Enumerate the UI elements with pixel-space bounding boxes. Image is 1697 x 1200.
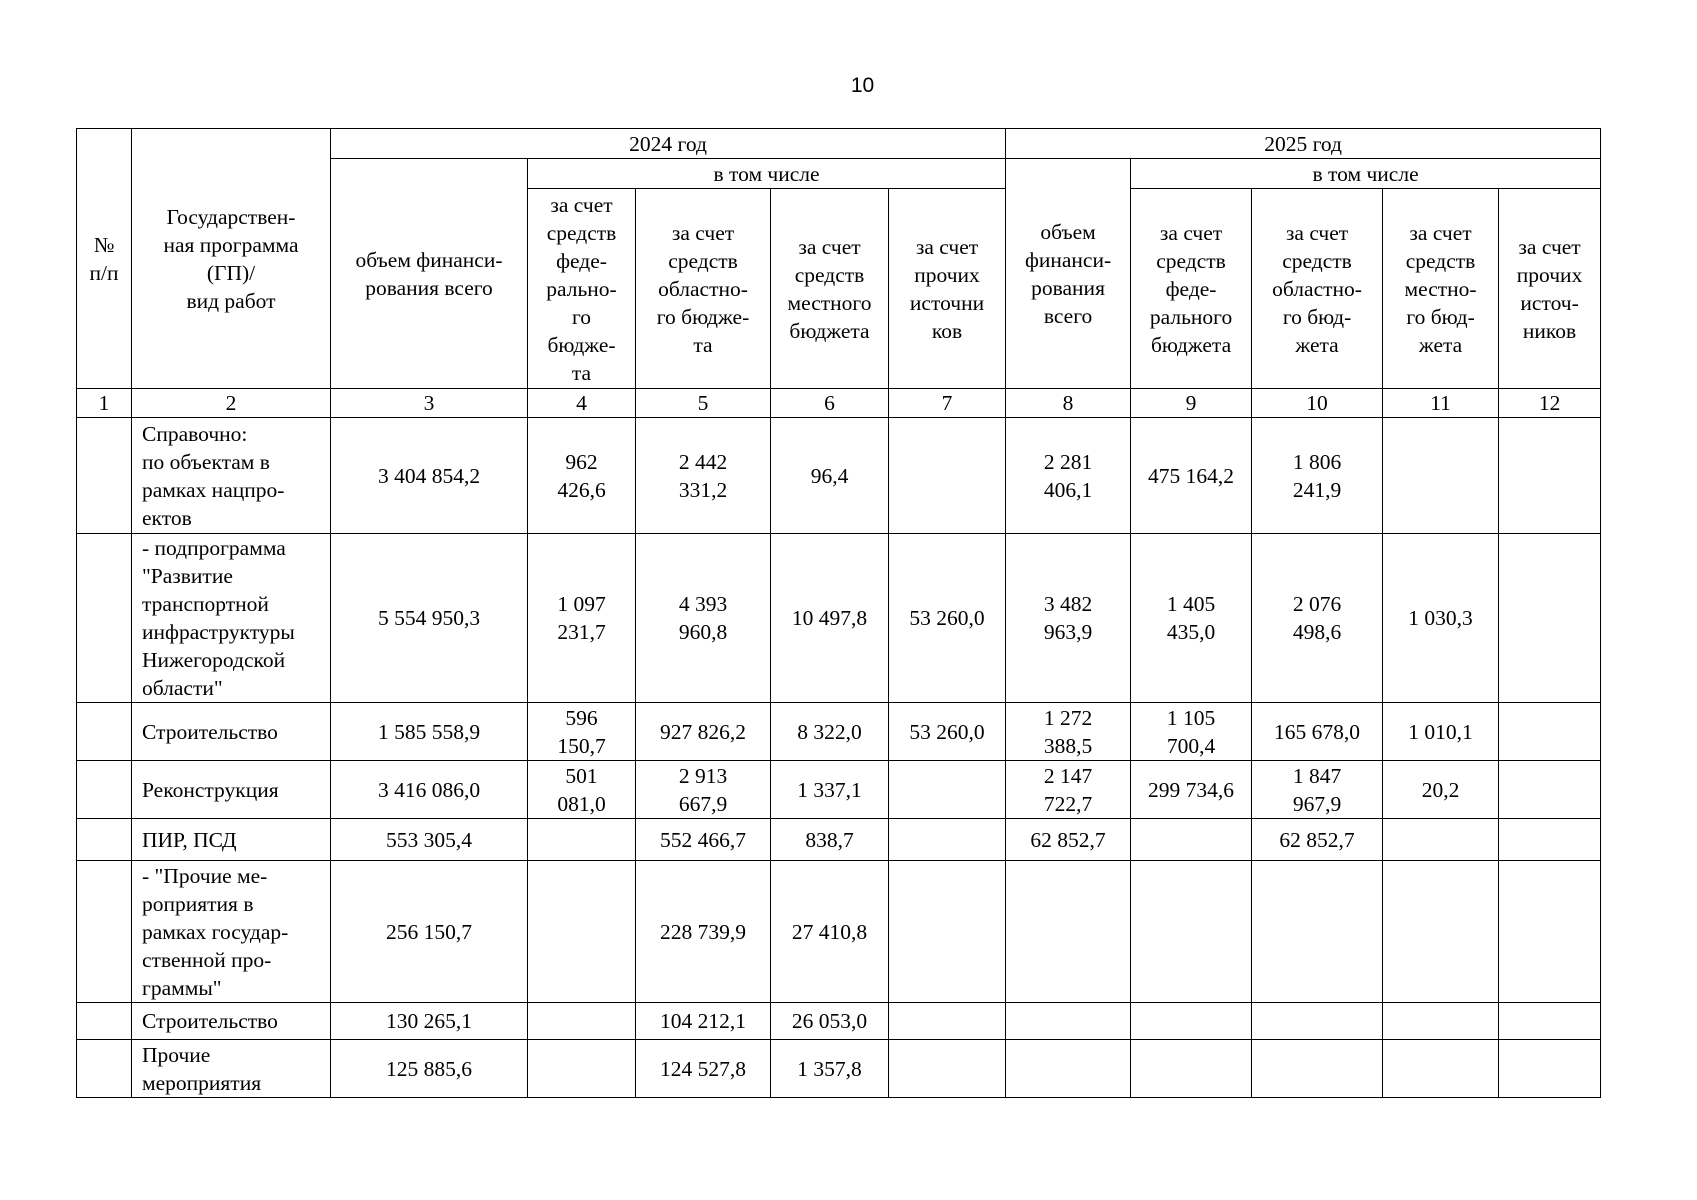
column-number: 5 bbox=[636, 389, 771, 418]
value-cell-col-11: 1 010,1 bbox=[1383, 703, 1499, 761]
table-row bbox=[77, 703, 1601, 761]
value-cell-col-10: 1 806 241,9 bbox=[1252, 418, 1383, 534]
page-number: 10 bbox=[850, 74, 875, 97]
value-cell-col-3: 256 150,7 bbox=[331, 861, 528, 1003]
value-cell-col-5: 4 393 960,8 bbox=[636, 534, 771, 703]
row-label: Справочно: по объектам в рамках нацпро- ектов bbox=[132, 418, 331, 534]
value-cell-col-7: 53 260,0 bbox=[889, 703, 1006, 761]
value-cell-col-4: 1 097 231,7 bbox=[528, 534, 636, 703]
value-cell-col-9 bbox=[1131, 819, 1252, 861]
value-cell-col-4 bbox=[528, 1003, 636, 1040]
column-number: 9 bbox=[1131, 389, 1252, 418]
value-cell-col-6: 26 053,0 bbox=[771, 1003, 889, 1040]
value-cell-col-11: 1 030,3 bbox=[1383, 534, 1499, 703]
value-cell-col-6: 96,4 bbox=[771, 418, 889, 534]
row-number-cell bbox=[77, 534, 132, 703]
value-cell-col-8: 2 281 406,1 bbox=[1006, 418, 1131, 534]
value-cell-col-7 bbox=[889, 761, 1006, 819]
value-cell-col-10: 1 847 967,9 bbox=[1252, 761, 1383, 819]
row-label: Строительство bbox=[132, 703, 331, 761]
value-cell-col-5: 228 739,9 bbox=[636, 861, 771, 1003]
value-cell-col-5: 104 212,1 bbox=[636, 1003, 771, 1040]
table-body bbox=[77, 418, 1601, 1098]
value-cell-col-12 bbox=[1499, 1003, 1601, 1040]
column-number: 6 bbox=[771, 389, 889, 418]
value-cell-col-4: 596 150,7 bbox=[528, 703, 636, 761]
value-cell-col-4: 962 426,6 bbox=[528, 418, 636, 534]
value-cell-col-5: 2 913 667,9 bbox=[636, 761, 771, 819]
value-cell-col-8 bbox=[1006, 1040, 1131, 1098]
financing-table bbox=[76, 128, 1601, 1098]
table-row bbox=[77, 418, 1601, 534]
value-cell-col-9: 299 734,6 bbox=[1131, 761, 1252, 819]
value-cell-col-12 bbox=[1499, 861, 1601, 1003]
header-col-12: за счет прочих источ- ников bbox=[1499, 189, 1601, 389]
value-cell-col-10: 165 678,0 bbox=[1252, 703, 1383, 761]
header-program: Государствен- ная программа (ГП)/ вид работ bbox=[132, 129, 331, 389]
value-cell-col-12 bbox=[1499, 703, 1601, 761]
value-cell-col-3: 3 404 854,2 bbox=[331, 418, 528, 534]
row-number-cell bbox=[77, 819, 132, 861]
value-cell-col-3: 1 585 558,9 bbox=[331, 703, 528, 761]
value-cell-col-4 bbox=[528, 819, 636, 861]
table-row bbox=[77, 1040, 1601, 1098]
value-cell-col-3: 3 416 086,0 bbox=[331, 761, 528, 819]
table-row bbox=[77, 1003, 1601, 1040]
row-label: Прочие мероприятия bbox=[132, 1040, 331, 1098]
column-number-row bbox=[77, 389, 1601, 418]
row-number-cell bbox=[77, 1040, 132, 1098]
value-cell-col-12 bbox=[1499, 819, 1601, 861]
header-num: № п/п bbox=[77, 129, 132, 389]
value-cell-col-5: 927 826,2 bbox=[636, 703, 771, 761]
value-cell-col-6: 27 410,8 bbox=[771, 861, 889, 1003]
header-col-6: за счет средств местного бюджета bbox=[771, 189, 889, 389]
value-cell-col-9: 1 105 700,4 bbox=[1131, 703, 1252, 761]
value-cell-col-11 bbox=[1383, 1040, 1499, 1098]
value-cell-col-3: 553 305,4 bbox=[331, 819, 528, 861]
value-cell-col-6: 10 497,8 bbox=[771, 534, 889, 703]
header-col-3: объем финанси- рования всего bbox=[331, 159, 528, 389]
value-cell-col-7 bbox=[889, 1040, 1006, 1098]
value-cell-col-5: 2 442 331,2 bbox=[636, 418, 771, 534]
value-cell-col-11 bbox=[1383, 819, 1499, 861]
value-cell-col-4 bbox=[528, 1040, 636, 1098]
row-label: Реконструкция bbox=[132, 761, 331, 819]
row-label: ПИР, ПСД bbox=[132, 819, 331, 861]
header-col-9: за счет средств феде- рального бюджета bbox=[1131, 189, 1252, 389]
column-number: 8 bbox=[1006, 389, 1131, 418]
row-number-cell bbox=[77, 761, 132, 819]
value-cell-col-10: 62 852,7 bbox=[1252, 819, 1383, 861]
value-cell-col-12 bbox=[1499, 1040, 1601, 1098]
table-row bbox=[77, 861, 1601, 1003]
column-number: 10 bbox=[1252, 389, 1383, 418]
column-number: 4 bbox=[528, 389, 636, 418]
header-col-8: объем финанси- рования всего bbox=[1006, 159, 1131, 389]
value-cell-col-10 bbox=[1252, 1040, 1383, 1098]
table-row bbox=[77, 534, 1601, 703]
value-cell-col-10 bbox=[1252, 861, 1383, 1003]
value-cell-col-6: 1 357,8 bbox=[771, 1040, 889, 1098]
table-row bbox=[77, 761, 1601, 819]
value-cell-col-5: 124 527,8 bbox=[636, 1040, 771, 1098]
value-cell-col-12 bbox=[1499, 418, 1601, 534]
column-number: 12 bbox=[1499, 389, 1601, 418]
column-number: 3 bbox=[331, 389, 528, 418]
value-cell-col-6: 1 337,1 bbox=[771, 761, 889, 819]
value-cell-col-6: 838,7 bbox=[771, 819, 889, 861]
header-in-that-2024: в том числе bbox=[528, 159, 1006, 189]
row-number-cell bbox=[77, 861, 132, 1003]
value-cell-col-3: 125 885,6 bbox=[331, 1040, 528, 1098]
value-cell-col-10: 2 076 498,6 bbox=[1252, 534, 1383, 703]
value-cell-col-9 bbox=[1131, 1040, 1252, 1098]
value-cell-col-7 bbox=[889, 861, 1006, 1003]
value-cell-col-8 bbox=[1006, 861, 1131, 1003]
value-cell-col-7 bbox=[889, 819, 1006, 861]
value-cell-col-10 bbox=[1252, 1003, 1383, 1040]
column-number: 2 bbox=[132, 389, 331, 418]
value-cell-col-11 bbox=[1383, 418, 1499, 534]
value-cell-col-9: 1 405 435,0 bbox=[1131, 534, 1252, 703]
value-cell-col-5: 552 466,7 bbox=[636, 819, 771, 861]
row-label: - подпрограмма "Развитие транспортной инфраструктуры Нижегородской области" bbox=[132, 534, 331, 703]
column-number: 1 bbox=[77, 389, 132, 418]
row-number-cell bbox=[77, 703, 132, 761]
value-cell-col-8 bbox=[1006, 1003, 1131, 1040]
value-cell-col-8: 1 272 388,5 bbox=[1006, 703, 1131, 761]
value-cell-col-9 bbox=[1131, 861, 1252, 1003]
header-col-10: за счет средств областно- го бюд- жета bbox=[1252, 189, 1383, 389]
value-cell-col-7: 53 260,0 bbox=[889, 534, 1006, 703]
header-col-5: за счет средств областно- го бюдже- та bbox=[636, 189, 771, 389]
value-cell-col-8: 3 482 963,9 bbox=[1006, 534, 1131, 703]
value-cell-col-3: 5 554 950,3 bbox=[331, 534, 528, 703]
value-cell-col-8: 2 147 722,7 bbox=[1006, 761, 1131, 819]
value-cell-col-6: 8 322,0 bbox=[771, 703, 889, 761]
value-cell-col-4 bbox=[528, 861, 636, 1003]
value-cell-col-7 bbox=[889, 1003, 1006, 1040]
header-in-that-2025: в том числе bbox=[1131, 159, 1601, 189]
header-col-7: за счет прочих источни ков bbox=[889, 189, 1006, 389]
row-number-cell bbox=[77, 1003, 132, 1040]
row-label: - "Прочие ме- роприятия в рамках государ- ственной про- граммы" bbox=[132, 861, 331, 1003]
value-cell-col-8: 62 852,7 bbox=[1006, 819, 1131, 861]
header-year-2025: 2025 год bbox=[1006, 129, 1601, 159]
value-cell-col-12 bbox=[1499, 534, 1601, 703]
column-number: 7 bbox=[889, 389, 1006, 418]
row-label: Строительство bbox=[132, 1003, 331, 1040]
value-cell-col-4: 501 081,0 bbox=[528, 761, 636, 819]
header-col-11: за счет средств местно- го бюд- жета bbox=[1383, 189, 1499, 389]
value-cell-col-12 bbox=[1499, 761, 1601, 819]
value-cell-col-11 bbox=[1383, 1003, 1499, 1040]
column-number: 11 bbox=[1383, 389, 1499, 418]
header-row-years bbox=[77, 129, 1601, 159]
header-col-4: за счет средств феде- рально- го бюдже- та bbox=[528, 189, 636, 389]
value-cell-col-9: 475 164,2 bbox=[1131, 418, 1252, 534]
value-cell-col-11 bbox=[1383, 861, 1499, 1003]
value-cell-col-11: 20,2 bbox=[1383, 761, 1499, 819]
header-year-2024: 2024 год bbox=[331, 129, 1006, 159]
table-row bbox=[77, 819, 1601, 861]
row-number-cell bbox=[77, 418, 132, 534]
value-cell-col-9 bbox=[1131, 1003, 1252, 1040]
value-cell-col-7 bbox=[889, 418, 1006, 534]
value-cell-col-3: 130 265,1 bbox=[331, 1003, 528, 1040]
